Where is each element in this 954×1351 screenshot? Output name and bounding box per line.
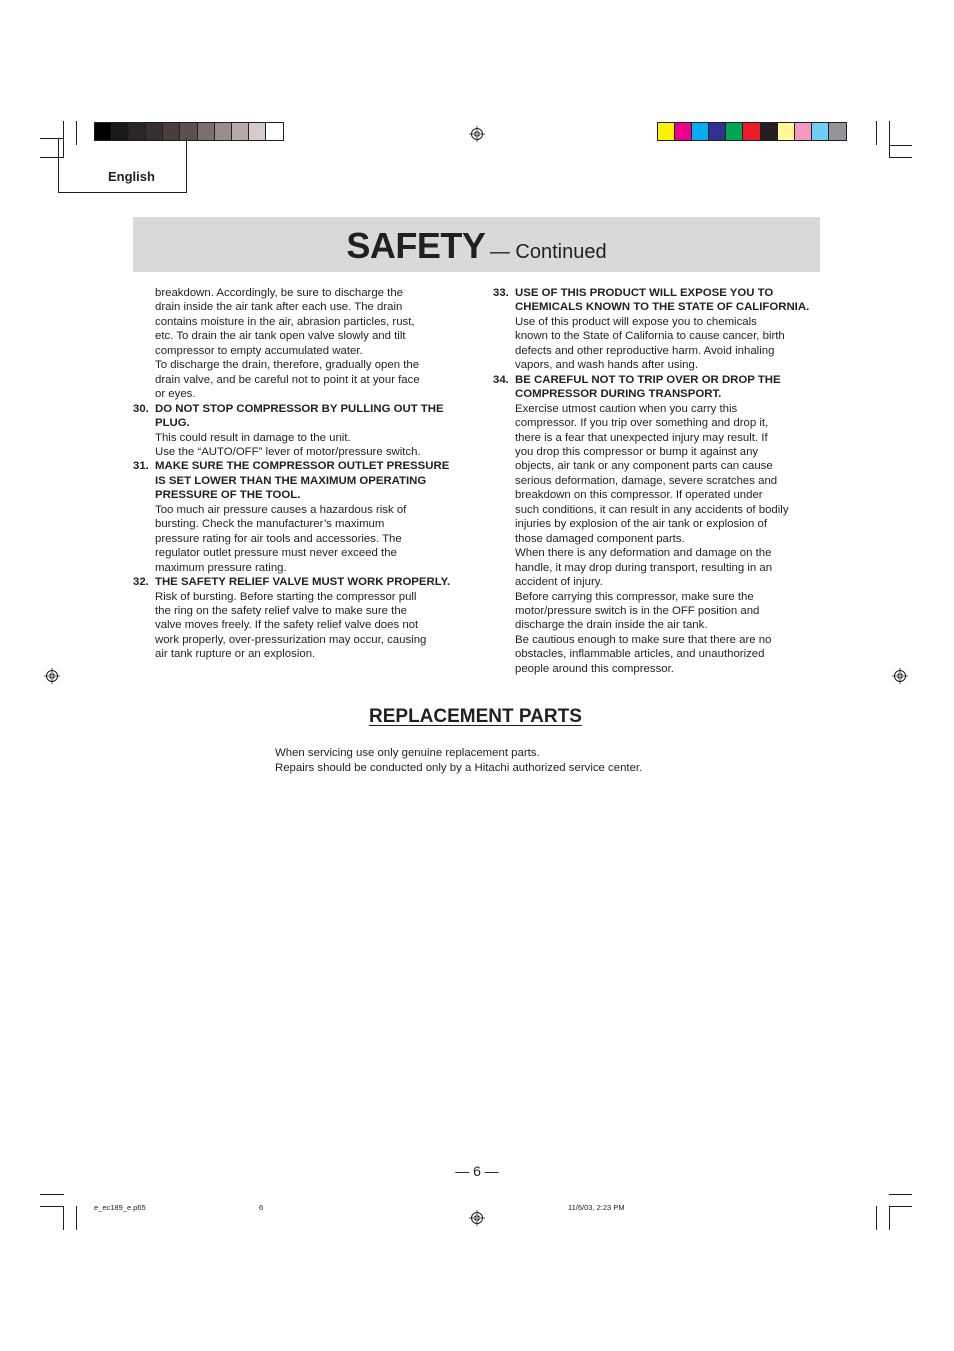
item-number: 33. — [493, 287, 509, 299]
item-body-line: bursting. Check the manufacturer’s maximum — [155, 518, 385, 531]
item-body-line: you drop this compressor or bump it against any — [515, 445, 759, 458]
crop-mark — [889, 1206, 912, 1207]
item-heading-line: PRESSURE OF THE TOOL. — [155, 489, 301, 502]
paragraph-line: or eyes. — [155, 388, 196, 401]
item-body-line: Risk of bursting. Before starting the compressor pull — [155, 590, 417, 603]
gray-swatch — [198, 123, 215, 140]
item-body-line: Use of this product will expose you to chemicals — [515, 315, 757, 328]
language-tab-frame — [58, 138, 187, 193]
page-title-main: SAFETY — [346, 225, 486, 266]
item-body-line: Use the “AUTO/OFF” lever of motor/pressure switch. — [155, 445, 421, 458]
color-swatch — [778, 123, 795, 140]
crop-mark — [889, 1194, 912, 1195]
continued-paragraph — [133, 286, 468, 402]
crop-mark — [889, 121, 890, 158]
item-body-line: known to the State of California to cause cancer, birth — [515, 330, 785, 343]
safety-item — [493, 373, 828, 677]
crop-mark — [876, 1206, 877, 1230]
item-body-line: defects and other reproductive harm. Avoid inhaling — [515, 344, 775, 357]
gray-swatch — [215, 123, 232, 140]
safety-item — [133, 459, 468, 575]
item-body-line: Exercise utmost caution when you carry this — [515, 402, 738, 415]
page-title — [133, 225, 820, 267]
item-body-line: pressure rating for air tools and accessories. The — [155, 532, 402, 545]
item-body-line: those damaged component parts. — [515, 532, 685, 545]
gray-swatch — [249, 123, 266, 140]
item-body-line: Before carrying this compressor, make sure the — [515, 590, 754, 603]
item-body-line: When there is any deformation and damage on the — [515, 547, 772, 560]
paragraph-line: contains moisture in the air, abrasion particles, rust, — [155, 315, 415, 328]
item-number: 30. — [133, 402, 149, 415]
item-body-line: Be cautious enough to make sure that there are no — [515, 633, 772, 646]
item-number: 34. — [493, 373, 509, 386]
item-heading-line: DO NOT STOP COMPRESSOR BY PULLING OUT THE — [155, 402, 444, 415]
item-heading-line: THE SAFETY RELIEF VALVE MUST WORK PROPERLY. — [155, 576, 451, 589]
color-swatch — [795, 123, 812, 140]
page-title-suffix: — Continued — [489, 241, 607, 263]
item-number: 31. — [133, 460, 149, 473]
item-heading-line: USE OF THIS PRODUCT WILL EXPOSE YOU TO — [515, 287, 774, 299]
item-body-line: discharge the drain inside the air tank. — [515, 619, 708, 632]
color-swatch — [812, 123, 829, 140]
color-swatch — [743, 123, 760, 140]
color-swatch — [692, 123, 709, 140]
crop-mark — [63, 1206, 64, 1230]
replacement-parts-body — [275, 746, 642, 776]
item-heading-line: IS SET LOWER THAN THE MAXIMUM OPERATING — [155, 474, 427, 487]
page-number: — 6 — — [455, 1163, 499, 1179]
slug-page-number: 6 — [259, 1203, 264, 1212]
replacement-parts-heading: REPLACEMENT PARTS — [369, 706, 582, 727]
item-heading-line: COMPRESSOR DURING TRANSPORT. — [515, 388, 722, 401]
crop-mark — [76, 1206, 77, 1230]
registration-mark-icon — [469, 126, 485, 142]
paragraph-line: drain inside the air tank after each use. The drain — [155, 301, 403, 314]
item-body-line: the ring on the safety relief valve to make sure the — [155, 604, 407, 617]
safety-item — [133, 575, 468, 662]
item-body-line: compressor. If you trip over something and drop it, — [515, 417, 769, 430]
crop-mark — [40, 1194, 64, 1195]
item-body-line: vapors, and wash hands after using. — [515, 359, 698, 372]
replacement-parts-line: Repairs should be conducted only by a Hitachi authorized service center. — [275, 762, 643, 774]
crop-mark — [40, 1206, 64, 1207]
safety-item — [133, 402, 468, 460]
item-body-line: injuries by explosion of the air tank or explosion of — [515, 518, 768, 531]
title-band — [133, 217, 820, 272]
item-body-line: there is a fear that unexpected injury may result. If — [515, 431, 768, 444]
crop-mark — [889, 145, 912, 146]
replacement-parts-line: When servicing use only genuine replacement parts. — [275, 747, 540, 759]
slug-file-name: e_ec189_e.p65 — [94, 1203, 146, 1212]
item-body-line: objects, air tank or any component parts can cause — [515, 460, 773, 473]
item-body-line: accident of injury. — [515, 576, 603, 589]
color-swatch — [675, 123, 692, 140]
paragraph-line: breakdown. Accordingly, be sure to discharge the — [155, 287, 403, 299]
language-label: English — [108, 169, 155, 184]
item-body-line: Too much air pressure causes a hazardous risk of — [155, 503, 407, 516]
item-body-line: obstacles, inflammable articles, and unauthorized — [515, 648, 765, 661]
item-body-line: handle, it may drop during transport, resulting in an — [515, 561, 773, 574]
color-swatch — [658, 123, 675, 140]
paragraph-line: To discharge the drain, therefore, gradually open the — [155, 359, 420, 372]
color-swatch — [726, 123, 743, 140]
item-body-line: valve moves freely. If the safety relief valve does not — [155, 619, 419, 632]
item-body-line: This could result in damage to the unit. — [155, 431, 351, 444]
item-number: 32. — [133, 576, 149, 589]
crop-mark — [889, 1206, 890, 1230]
item-heading-line: MAKE SURE THE COMPRESSOR OUTLET PRESSURE — [155, 460, 450, 473]
item-heading-line: BE CAREFUL NOT TO TRIP OVER OR DROP THE — [515, 373, 781, 386]
item-body-line: breakdown on this compressor. If operated under — [515, 489, 763, 502]
item-body-line: maximum pressure rating. — [155, 561, 287, 574]
paragraph-line: compressor to empty accumulated water. — [155, 344, 363, 357]
item-body-line: motor/pressure switch is in the OFF position and — [515, 604, 760, 617]
item-body-line: work properly, over-pressurization may occur, causing — [155, 633, 427, 646]
registration-mark-icon — [44, 668, 60, 684]
process-color-bar — [657, 122, 847, 141]
registration-mark-icon — [892, 668, 908, 684]
paragraph-line: drain valve, and be careful not to point it at your face — [155, 373, 420, 386]
item-body-line: such conditions, it can result in any accidents of bodily — [515, 503, 789, 516]
gray-swatch — [232, 123, 249, 140]
paragraph-line: etc. To drain the air tank open valve slowly and tilt — [155, 330, 406, 343]
color-swatch — [761, 123, 778, 140]
item-body-line: air tank rupture or an explosion. — [155, 648, 316, 661]
item-heading-line: PLUG. — [155, 417, 190, 430]
color-swatch — [829, 123, 846, 140]
safety-item — [493, 286, 828, 373]
item-heading-line: CHEMICALS KNOWN TO THE STATE OF CALIFORNIA. — [515, 301, 810, 314]
registration-mark-icon — [469, 1210, 485, 1226]
item-body-line: serious deformation, damage, severe scratches and — [515, 474, 778, 487]
crop-mark — [876, 121, 877, 145]
color-swatch — [709, 123, 726, 140]
item-body-line: people around this compressor. — [515, 662, 674, 675]
left-column — [133, 286, 468, 662]
right-column — [493, 286, 828, 676]
slug-timestamp: 11/6/03, 2:23 PM — [568, 1203, 625, 1212]
crop-mark — [889, 157, 912, 158]
item-body-line: regulator outlet pressure must never exceed the — [155, 547, 397, 560]
gray-swatch — [266, 123, 283, 140]
